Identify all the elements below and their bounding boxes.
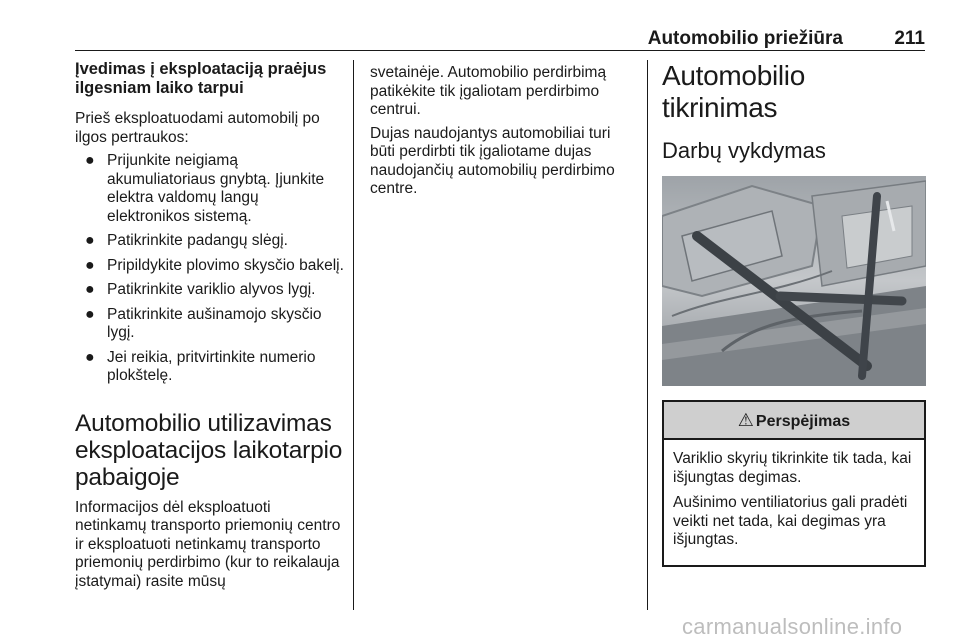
section-heading: Automobilio utilizavimas eksploatacijos laikotarpio pabaigoje <box>75 409 343 491</box>
warning-triangle-icon: ⚠ <box>737 410 754 430</box>
bullet-dot: ● <box>85 281 95 298</box>
watermark: carmanualsonline.info <box>682 614 903 639</box>
checklist <box>75 152 345 386</box>
body-text: Informacijos dėl eksploatuoti netinkamų transporto priemonių centro ir eksploatuoti netinkamų transporto priemonių perdirbimo (kur to reikalauja įstatymai) rasite mūsų <box>75 498 341 590</box>
bullet-dot: ● <box>85 152 95 169</box>
bullet-dot: ● <box>85 348 95 366</box>
list-item: ● Patikrinkite padangų slėgį. <box>85 232 288 249</box>
page-header <box>75 28 925 51</box>
warning-title: ⚠ Perspėjimas <box>664 402 924 440</box>
column-divider <box>353 60 354 610</box>
bullet-dot: ● <box>85 256 95 274</box>
bullet-dot: ● <box>85 232 95 249</box>
warning-body <box>664 440 924 565</box>
column-middle <box>370 64 638 204</box>
section-heading: Darbų vykdymas <box>662 138 826 163</box>
warning-text: Variklio skyrių tikrinkite tik tada, kai išjungtas degimas. <box>673 450 912 486</box>
warning-box <box>662 400 926 567</box>
section-subheading: Įvedimas į eksploataciją praėjus ilgesniam laiko tarpui <box>75 60 327 97</box>
column-divider <box>647 60 648 610</box>
list-item: ● Pripildykite plovimo skysčio bakelį. <box>85 256 344 274</box>
body-text: svetainėje. Automobilio perdirbimą patikėkite tik įgaliotam perdirbimo centrui. <box>370 64 607 118</box>
column-right <box>662 60 926 567</box>
page-heading: Automobilio tikrinimas <box>662 60 806 123</box>
list-item: ● Jei reikia, pritvirtinkite numerio plokštelę. <box>85 348 316 384</box>
engine-bay-photo <box>662 176 926 386</box>
engine-bay-illustration <box>662 176 926 386</box>
body-text: Dujas naudojantys automobiliai turi būti perdirbti tik įgaliotame dujas naudojančių automobilių perdirbimo centre. <box>370 124 615 197</box>
column-left <box>75 60 345 596</box>
list-item: ● Patikrinkite aušinamojo skysčio lygį. <box>85 305 322 341</box>
list-item: ● Prijunkite neigiamą akumuliatoriaus gnybtą. Įjunkite elektra valdomų langų elektronikos sistemą. <box>85 152 325 225</box>
intro-text: Prieš eksploatuodami automobilį po ilgos pertraukos: <box>75 110 320 146</box>
page-number: 211 <box>894 28 925 49</box>
section-title: Automobilio priežiūra <box>647 28 843 49</box>
list-item: ● Patikrinkite variklio alyvos lygį. <box>85 281 316 298</box>
bullet-dot: ● <box>85 305 95 323</box>
warning-text: Aušinimo ventiliatorius gali pradėti veikti net tada, kai degimas yra išjungtas. <box>673 494 908 548</box>
